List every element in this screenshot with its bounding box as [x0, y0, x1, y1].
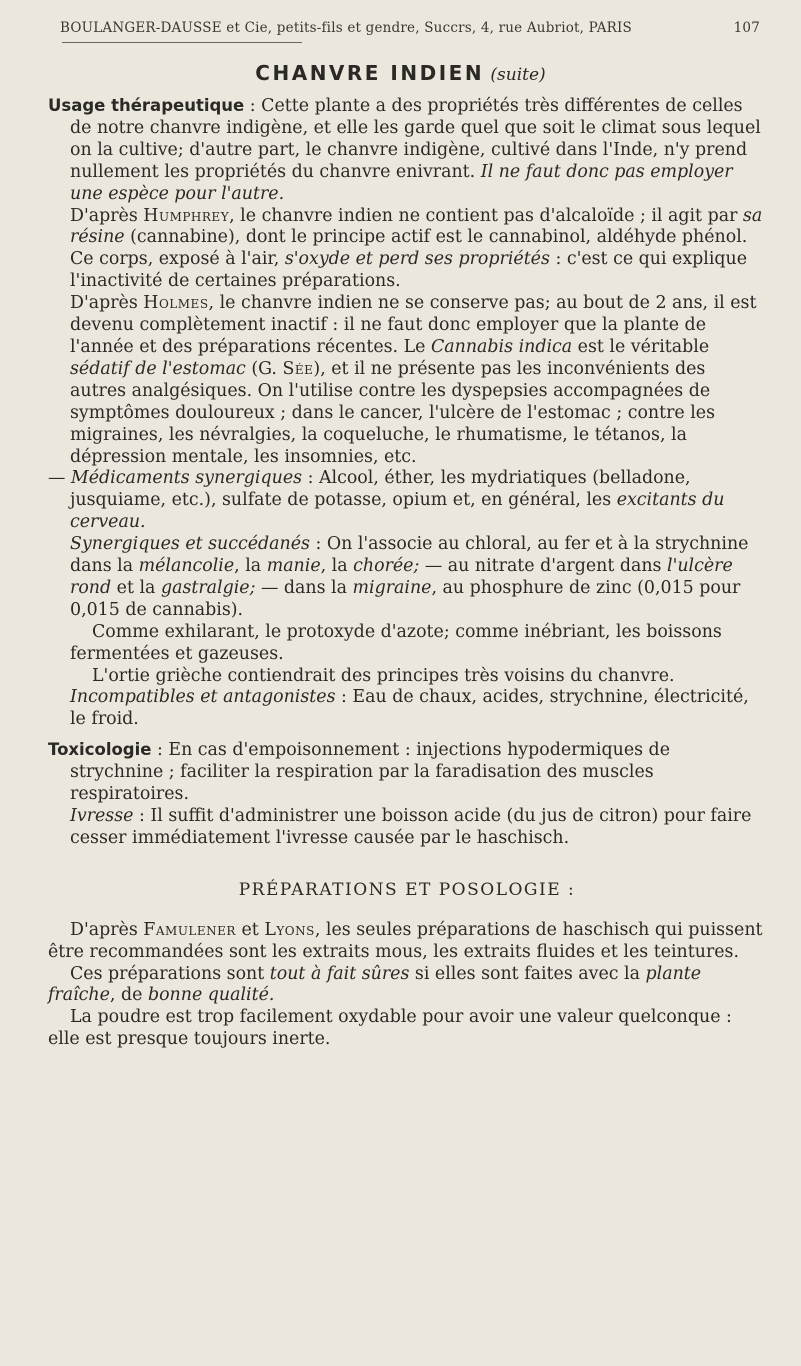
text: (cannabine), dont le principe actif est le cannabinol, aldéhyde phénol.: [130, 227, 748, 248]
text: et: [241, 919, 259, 940]
text: si elles sont faites avec la: [414, 963, 640, 984]
italic-text: migraine: [352, 577, 432, 598]
author-name: Humphrey: [143, 205, 230, 226]
exhilarant-paragraph: [48, 622, 766, 666]
text: : On l'associe au chloral, au fer et à la strychnine dans la: [70, 534, 749, 577]
text: (G.: [251, 358, 277, 379]
text: Ce corps, exposé à l'air,: [70, 249, 280, 270]
italic-text: tout à fait sûres: [269, 963, 410, 984]
text: , la: [320, 556, 348, 577]
ivresse-paragraph: [48, 806, 766, 850]
preparations-heading: PRÉPARATIONS ET POSOLOGIE :: [238, 879, 576, 900]
author-name: Famulener: [143, 919, 236, 940]
text: , au phosphure de zinc (0,015 pour 0,015 de cannabis).: [70, 577, 741, 620]
italic-text: gastralgie;: [160, 577, 256, 598]
dash: —: [48, 468, 66, 489]
italic-text: sa résine: [70, 205, 763, 248]
italic-text: plante fraîche: [48, 963, 702, 1006]
italic-text: sédatif de l'estomac: [70, 358, 246, 379]
text: et la: [116, 577, 156, 598]
ortie-paragraph: [48, 666, 766, 688]
humphrey-paragraph: [48, 206, 766, 250]
author-name: Sée: [282, 358, 314, 379]
oxydation-paragraph: [48, 249, 766, 293]
text: : Il suffit d'administrer une boisson acide (du jus de citron) pour faire cesser immédiatement l'ivresse causée par le haschisch.: [70, 806, 752, 848]
toxicologie-paragraph: [48, 739, 766, 806]
text: ),: [313, 358, 326, 379]
running-header: [60, 20, 760, 36]
text: est le véritable: [577, 336, 710, 357]
usage-text: : Cette plante a des propriétés très différentes de celles de notre chanvre indigène, et elle les garde quel que soit le climat sous lequel on la cultive; d'autre part, le chanvre indigène, cultivé dans l'Inde, n'y prend nullement les propriétés du chanvre enivrant.: [70, 96, 761, 182]
text: , le chanvre indien ne se conserve pas; au bout de 2 ans, il est devenu complètement inactif : il ne faut donc employer que la plante de l'année et des préparations récentes. Le: [70, 293, 757, 357]
famulener-paragraph: [48, 920, 766, 964]
medicaments-label: Médicaments synergiques: [70, 468, 303, 489]
italic-text: excitants du cerveau.: [70, 490, 725, 533]
text: D'après: [70, 205, 138, 226]
text: , la: [234, 556, 262, 577]
text: : c'est ce qui explique l'inactivité de certaines préparations.: [70, 249, 748, 292]
text: : Alcool, éther, les mydriatiques (belladone, jusquiame, etc.), sulfate de potasse, opium et, en général, les: [70, 468, 691, 511]
text: D'après: [70, 919, 138, 940]
italic-text: bonne qualité.: [147, 985, 275, 1006]
text: : En cas d'empoisonnement : injections hypodermiques de strychnine ; faciliter la respiration par la faradisation des muscles respiratoires.: [70, 740, 670, 805]
ivresse-label: Ivresse: [70, 806, 134, 826]
text: Ces préparations sont: [70, 963, 265, 984]
page-title: [0, 61, 801, 85]
usage-label: Usage thérapeutique: [48, 96, 245, 115]
title-suite: (suite): [490, 65, 546, 85]
italic-text: l'ulcère rond: [70, 556, 733, 598]
text: Comme exhilarant, le protoxyde d'azote; comme inébriant, les boissons fermentées et gazeuses.: [70, 621, 722, 664]
author-name: Holmes: [143, 293, 209, 314]
text: L'ortie grièche contiendrait des principes très voisins du chanvre.: [92, 665, 675, 686]
text: D'après: [70, 293, 138, 314]
italic-text: Cannabis indica: [430, 336, 573, 357]
author-name: Lyons: [264, 919, 315, 940]
usage-italic: Il ne faut donc pas employer une espèce pour l'autre.: [70, 161, 733, 204]
title-main: CHANVRE INDIEN: [255, 61, 485, 85]
usage-paragraph: [48, 95, 766, 206]
text: , les seules préparations de haschisch qui puissent être recommandées sont les extraits mous, les extraits fluides et les teintures.: [48, 919, 763, 962]
publisher-line: BOULANGER-DAUSSE et Cie, petits-fils et gendre, Succrs, 4, rue Aubriot, PARIS: [60, 20, 632, 36]
italic-text: s'oxyde et perd ses propriétés: [284, 249, 550, 270]
body-text: [48, 95, 766, 1051]
toxicologie-label: Toxicologie: [48, 740, 152, 760]
italic-text: chorée;: [353, 556, 420, 577]
text: : Eau de chaux, acides, strychnine, électricité, le froid.: [70, 687, 749, 730]
text: La poudre est trop facilement oxydable pour avoir une valeur quelconque : elle est presque toujours inerte.: [48, 1007, 732, 1050]
text: — au nitrate d'argent dans: [424, 556, 662, 577]
italic-text: manie: [266, 556, 321, 577]
header-rule: [62, 42, 302, 43]
poudre-paragraph: [48, 1007, 766, 1051]
text: , le chanvre indien ne contient pas d'alcaloïde ; il agit par: [229, 205, 738, 226]
synergiques-label: Synergiques et succédanés: [70, 534, 310, 555]
page-number: 107: [733, 20, 760, 36]
medicaments-paragraph: [48, 468, 766, 534]
text: — dans la: [260, 577, 347, 598]
incompatibles-paragraph: [48, 687, 766, 731]
surete-paragraph: [48, 964, 766, 1008]
text: et il ne présente pas les inconvénients des autres analgésiques. On l'utilise contre les dyspepsies accompagnées de symptômes douloureux ; dans le cancer, l'ulcère de l'estomac ; contre les migraines, les névralgies, la coqueluche, le rhumatisme, le tétanos, la dépression mentale, les insomnies, etc.: [70, 358, 716, 467]
synergiques-paragraph: [48, 534, 766, 622]
preparations-body: [48, 920, 766, 1051]
text: , de: [109, 985, 143, 1006]
holmes-paragraph: [48, 293, 766, 468]
italic-text: mélancolie: [138, 556, 235, 577]
incompatibles-label: Incompatibles et antagonistes: [70, 687, 336, 708]
